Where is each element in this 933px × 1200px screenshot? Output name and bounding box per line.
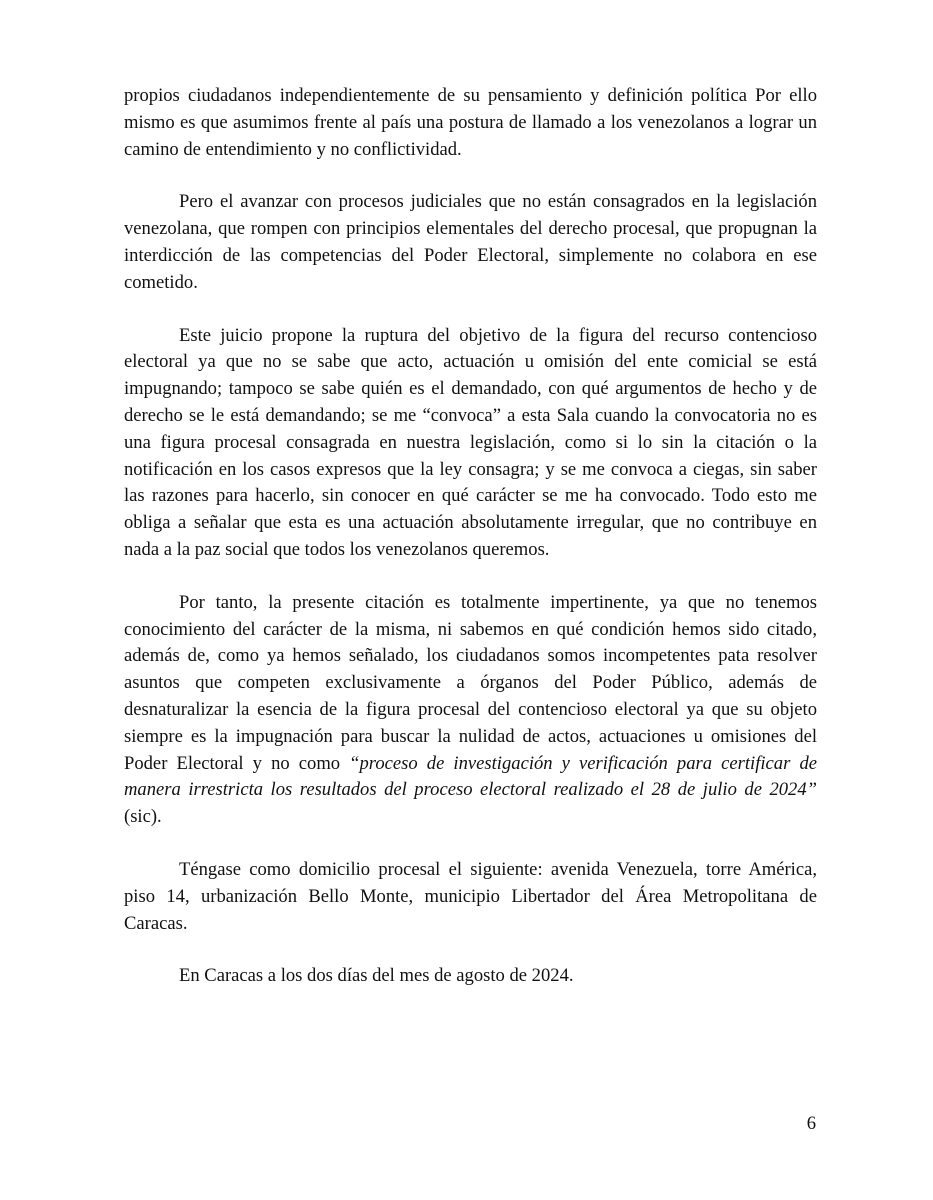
paragraph-citation-impertinent [124,590,817,831]
paragraph-place-date: En Caracas a los dos días del mes de agosto de 2024. [179,965,574,987]
document-page [124,83,817,1016]
paragraph-continuation: propios ciudadanos independientemente de su pensamiento y definición política Por ello mismo es que asumimos frente al país una postura de llamado a los venezolanos a lograr un camino de entendimiento y no conflictividad. [124,85,817,160]
paragraph-procedural-address: Téngase como domicilio procesal el siguiente: avenida Venezuela, torre América, piso 14, urbanización Bello Monte, municipio Libertador del Área Metropolitana de Caracas. [124,858,817,934]
page-number: 6 [806,1113,816,1134]
quoted-purpose: “proceso de investigación y verificación para certificar de manera irrestricta los resultados del proceso electoral realizado el 28 de julio de 2024” [124,752,817,801]
paragraph-citation-text: Por tanto, la presente citación es totalmente impertinente, ya que no tenemos conocimiento del carácter de la misma, ni sabemos en qué condición hemos sido citado, además de, como ya hemos señalado, los ciudadanos somos incompetentes pata resolver asuntos que competen exclusivamente a órganos del Poder Público, además de desnaturalizar la esencia de la figura procesal del contencioso electoral ya que su objeto siempre es la impugnación para buscar la nulidad de actos, actuaciones u omisiones del Poder Electoral y no como [124,591,817,774]
paragraph-contentious-appeal: Este juicio propone la ruptura del objetivo de la figura del recurso contencioso electoral ya que no se sabe que acto, actuación u omisión del ente comicial se está impugnando; tampoco se sabe quién es el demandado, con qué argumentos de hecho y de derecho se le está demandando; se me “convoca” a esta Sala cuando la convocatoria no es una figura procesal consagrada en nuestra legislación, como si lo sin la citación o la notificación en los casos expresos que la ley consagra; y se me convoca a ciegas, sin saber las razones para hacerlo, sin conocer en qué carácter se me ha convocado. Todo esto me obliga a señalar que esta es una actuación absolutamente irregular, que no contribuye en nada a la paz social que todos los venezolanos queremos. [124,324,817,560]
paragraph-judicial-processes: Pero el avanzar con procesos judiciales que no están consagrados en la legislación venezolana, que rompen con principios elementales del derecho procesal, que propugnan la interdicción de las competencias del Poder Electoral, simplemente no colabora en ese cometido. [124,191,817,293]
sic-note: (sic). [124,806,162,828]
